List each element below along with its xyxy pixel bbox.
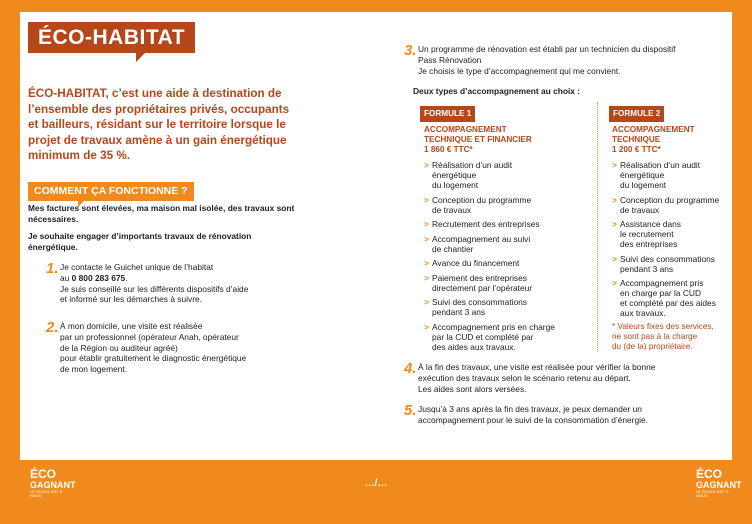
step-number: 1. (46, 260, 59, 277)
formula-2-list (612, 160, 734, 323)
list-item: > Paiement des entreprises directement par l’opérateur (424, 273, 594, 293)
step-text: À la fin des travaux, une visite est réalisée pour vérifier la bonne exécution des travaux selon le scénario retenu au départ. Les aides sont alors versées. (418, 362, 656, 394)
page-continuation-marker: …/… (364, 478, 388, 489)
phone-number: 0 800 283 675 (71, 272, 126, 283)
step-text: À mon domicile, une visite est réalisée par un professionnel (opérateur Anah, opérateur de la Région ou auditeur agréé) pour établir gratuitement le diagnostic énergétique de mon logement. (60, 321, 247, 375)
step-number: 5. (404, 402, 417, 419)
step-number: 2. (46, 319, 59, 336)
how-it-works-heading: COMMENT ÇA FONCTIONNE ? (28, 182, 194, 201)
eco-gagnant-logo-right: ÉCO GAGNANT LE SOLEIL EST À NOUS (696, 467, 742, 498)
formula-1-tag: FORMULE 1 (420, 106, 475, 122)
formula-2-heading: ACCOMPAGNEMENT TECHNIQUE 1 200 € TTC* (612, 125, 695, 154)
step-text: Je contacte le Guichet unique de l’habitat au 0 800 283 675. Je suis conseillé sur les différents dispositifs d’aide et informé sur les démarches à suivre. (60, 262, 249, 305)
step-1 (46, 262, 306, 305)
list-item: > Réalisation d’un audit énergétique du logement (424, 160, 594, 190)
column-divider (597, 102, 598, 352)
step-2 (46, 321, 306, 375)
paragraph-bills: Mes factures sont élevées, ma maison mal isolée, des travaux sont nécessaires. (28, 203, 295, 224)
choice-heading: Deux types d’accompagnement au choix : (413, 86, 581, 96)
list-item: > Avance du financement (424, 258, 594, 268)
list-item: > Suivi des consommations pendant 3 ans (424, 297, 594, 317)
paragraph-renovation: Je souhaite engager d’importants travaux de rénovation énergétique. (28, 231, 252, 252)
step-text: Un programme de rénovation est établi par un technicien du dispositif Pass Rénovation Je choisis le type d’accompagnement qui me convient. (418, 44, 676, 76)
list-item: > Réalisation d’un audit énergétique du logement (612, 160, 734, 190)
step-3 (404, 44, 724, 76)
step-4 (404, 362, 724, 394)
formula-1-list (424, 160, 594, 356)
formula-1-heading: ACCOMPAGNEMENT TECHNIQUE ET FINANCIER 1 860 € TTC* (424, 125, 532, 154)
page-title: ÉCO-HABITAT (28, 22, 195, 53)
step-number: 4. (404, 360, 417, 377)
step-5 (404, 404, 724, 426)
intro-text: ÉCO-HABITAT, c’est une aide à destination de l’ensemble des propriétaires privés, occupants et bailleurs, résidant sur le territoire lorsque le projet de travaux amène à un gain énergétique minimum de 35 %. (28, 87, 290, 162)
list-item: > Accompagnement au suivi de chantier (424, 234, 594, 254)
list-item: > Accompagnement pris en charge par la CUD et complété par des aides aux travaux. (612, 278, 734, 318)
list-item: > Assistance dans le recrutement des entreprises (612, 219, 734, 249)
step-number: 3. (404, 42, 417, 59)
formula-2-tag: FORMULE 2 (609, 106, 664, 122)
step-text: Jusqu’à 3 ans après la fin des travaux, je peux demander un accompagnement pour le suivi de la consommation d’énergie. (418, 404, 648, 425)
pricing-footnote: * Valeurs fixes des services, ne sont pas à la charge du (de la) propriétaire. (612, 322, 714, 351)
list-item: > Conception du programme de travaux (424, 195, 594, 215)
eco-gagnant-logo-left: ÉCO GAGNANT LE SOLEIL EST À NOUS (30, 467, 76, 498)
list-item: > Accompagnement pris en charge par la CUD et complété par des aides aux travaux. (424, 322, 594, 352)
list-item: > Recrutement des entreprises (424, 219, 594, 229)
list-item: > Conception du programme de travaux (612, 195, 734, 215)
list-item: > Suivi des consommations pendant 3 ans (612, 254, 734, 274)
